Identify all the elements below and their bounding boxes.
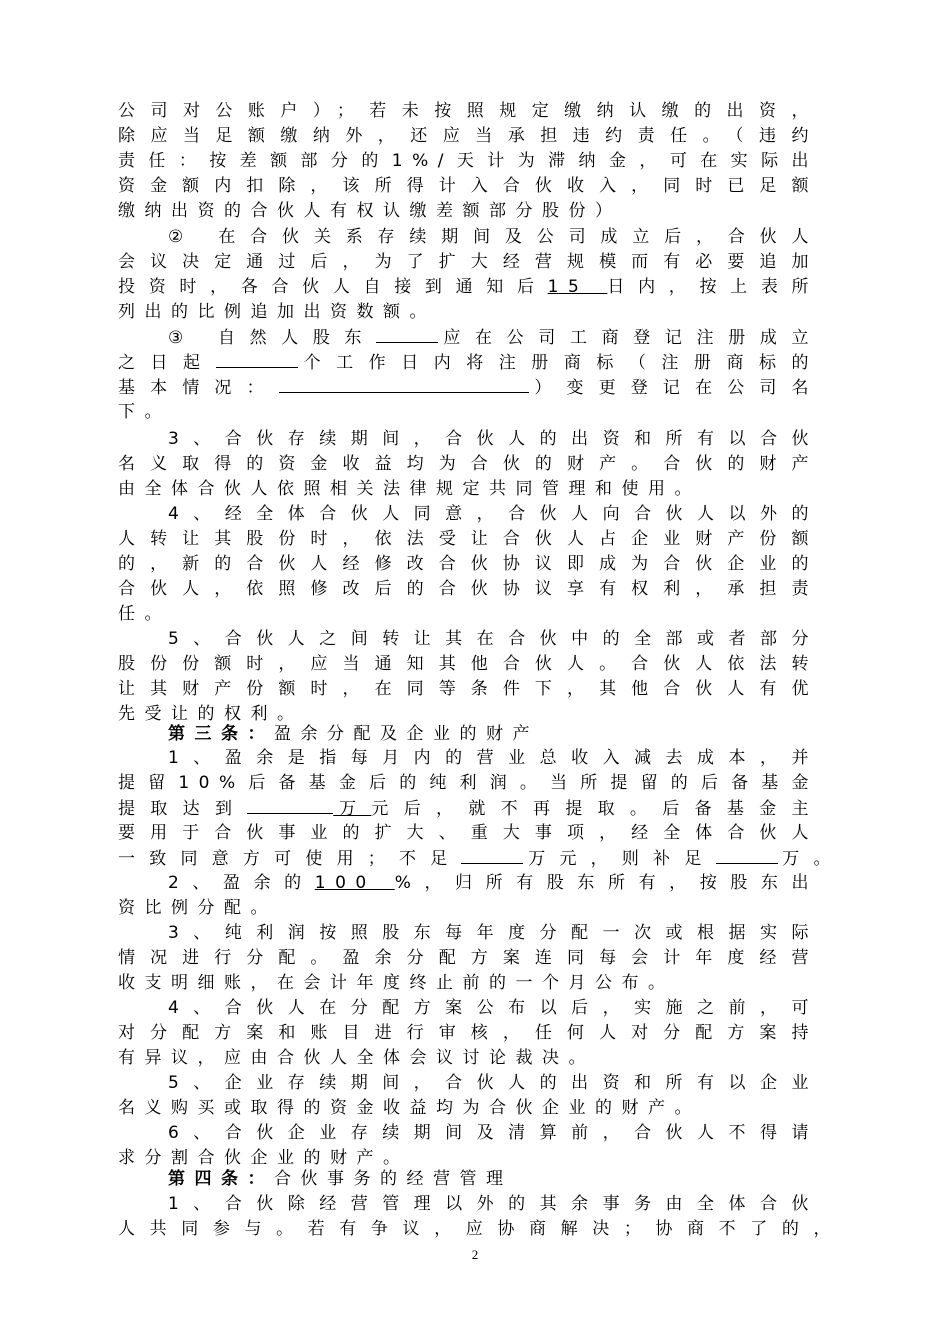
text-segment: 万。 bbox=[777, 849, 841, 869]
text-segment: 万 bbox=[523, 849, 560, 869]
section-title: 盈余分配及企业的财产 bbox=[274, 724, 539, 744]
text-line: ② 在合伙关系存续期间及公司成立后，合伙人 bbox=[168, 227, 818, 247]
text-line bbox=[168, 871, 818, 895]
text-line: 会议决定通过后，为了扩大经营规模而有必要追加 bbox=[118, 252, 818, 272]
text-segment: %，归所有股东所有，按股东出 bbox=[394, 873, 819, 893]
section-number: 第四条： bbox=[168, 1169, 274, 1189]
text-line: 情况进行分配。盈余分配方案连同每会计年度经营 bbox=[118, 948, 818, 968]
text-line: 让其财产份额时，在同等条件下，其他合伙人有优 bbox=[118, 679, 818, 699]
text-line: 3、纯利润按照股东每年度分配一次或根据实际 bbox=[168, 923, 818, 943]
filled-blank: 万 bbox=[333, 799, 372, 819]
text-segment: 提取达到 bbox=[118, 799, 248, 819]
text-line: 股份份额时，应当通知其他合伙人。合伙人依法转 bbox=[118, 654, 818, 674]
text-line: 资金额内扣除，该所得计入合伙收入，同时已足额 bbox=[118, 176, 818, 196]
text-segment: 基本情况： bbox=[118, 378, 279, 398]
text-line: 4、经全体合伙人同意，合伙人向合伙人以外的 bbox=[168, 504, 818, 524]
text-segment: 个工作日内将注册商标（注册商标的 bbox=[297, 353, 819, 373]
text-line: 责任：按差额部分的1%/天计为滞纳金，可在实际出 bbox=[118, 151, 818, 171]
text-line: 的，新的合伙人经修改合伙协议即成为合伙企业的 bbox=[118, 554, 818, 574]
text-line: 资比例分配。 bbox=[118, 898, 277, 918]
section-number: 第三条： bbox=[168, 724, 274, 744]
text-segment: 投资时，各合伙人自接到通知后 bbox=[118, 277, 548, 297]
text-line: 5、合伙人之间转让其在合伙中的全部或者部分 bbox=[168, 629, 818, 649]
text-line: 有异议，应由合伙人全体会议讨论裁决。 bbox=[118, 1048, 595, 1068]
text-line: 5、企业存续期间，合伙人的出资和所有以企业 bbox=[168, 1073, 818, 1093]
section-title: 合伙事务的经营管理 bbox=[274, 1169, 513, 1189]
text-line: 提留10%后备基金后的纯利润。当所提留的后备基金 bbox=[118, 773, 818, 793]
text-line bbox=[118, 375, 818, 399]
text-line: 名义取得的资金收益均为合伙的财产。合伙的财产 bbox=[118, 454, 818, 474]
text-line bbox=[118, 275, 818, 299]
text-line: 任。 bbox=[118, 604, 171, 624]
text-line bbox=[118, 350, 818, 374]
empty-blank bbox=[279, 375, 529, 393]
text-segment: 日内，按上表所 bbox=[607, 277, 819, 297]
text-line: 除应当足额缴纳外，还应当承担违约责任。（违约 bbox=[118, 126, 818, 146]
filled-blank: 15 bbox=[547, 277, 608, 297]
empty-blank bbox=[376, 325, 438, 343]
text-line: 6、合伙企业存续期间及清算前，合伙人不得请 bbox=[168, 1123, 818, 1143]
text-line: 1、合伙除经营管理以外的其余事务由全体合伙 bbox=[168, 1194, 818, 1214]
text-line: 公司对公账户）；若未按照规定缴纳认缴的出资， bbox=[118, 101, 818, 121]
text-line bbox=[118, 846, 840, 870]
text-line: 名义购买或取得的资金收益均为合伙企业的财产。 bbox=[118, 1098, 701, 1118]
text-segment: 应在公司工商登记注册成立 bbox=[438, 328, 818, 348]
text-line: 由全体合伙人依照相关法律规定共同管理和使用。 bbox=[118, 479, 701, 499]
filled-blank: 100 bbox=[314, 873, 395, 893]
section-heading bbox=[168, 722, 818, 746]
text-segment: 元，则补足 bbox=[559, 849, 716, 869]
text-segment: 之日起 bbox=[118, 353, 216, 373]
text-line: 3、合伙存续期间，合伙人的出资和所有以合伙 bbox=[168, 429, 818, 449]
text-segment: 一致同意方可使用；不足 bbox=[118, 849, 462, 869]
text-segment: 元后，就不再提取。后备基金主 bbox=[371, 799, 819, 819]
empty-blank bbox=[216, 350, 298, 368]
text-segment: ③ 自然人股东 bbox=[168, 328, 377, 348]
text-line: 收支明细账，在会计年度终止前的一个月公布。 bbox=[118, 973, 675, 993]
text-line: 要用于合伙事业的扩大、重大事项，经全体合伙人 bbox=[118, 823, 818, 843]
text-segment: ）变更登记在公司名 bbox=[528, 378, 819, 398]
text-line: 缴纳出资的合伙人有权认缴差额部分股份） bbox=[118, 201, 622, 221]
text-line: 合伙人，依照修改后的合伙协议享有权利，承担责 bbox=[118, 579, 818, 599]
text-line: 下。 bbox=[118, 402, 171, 422]
text-line bbox=[168, 325, 818, 349]
empty-blank bbox=[461, 846, 523, 864]
text-line: 4、合伙人在分配方案公布以后，实施之前，可 bbox=[168, 998, 818, 1018]
text-line: 对分配方案和账目进行审核，任何人对分配方案持 bbox=[118, 1023, 818, 1043]
text-line bbox=[118, 796, 818, 820]
text-segment: 2、盈余的 bbox=[168, 873, 315, 893]
text-line: 列出的比例追加出资数额。 bbox=[118, 302, 436, 322]
text-line: 1、盈余是指每月内的营业总收入减去成本，并 bbox=[168, 748, 818, 768]
empty-blank bbox=[716, 846, 778, 864]
empty-blank bbox=[247, 796, 333, 814]
page-number: 2 bbox=[471, 1247, 479, 1262]
text-line: 求分割合伙企业的财产。 bbox=[118, 1148, 410, 1168]
text-line: 人转让其股份时，依法受让合伙人占企业财产份额 bbox=[118, 529, 818, 549]
section-heading bbox=[168, 1167, 818, 1191]
text-line: 人共同参与。若有争议，应协商解决；协商不了的， bbox=[118, 1219, 840, 1239]
text-line: 先受让的权利。 bbox=[118, 704, 304, 724]
